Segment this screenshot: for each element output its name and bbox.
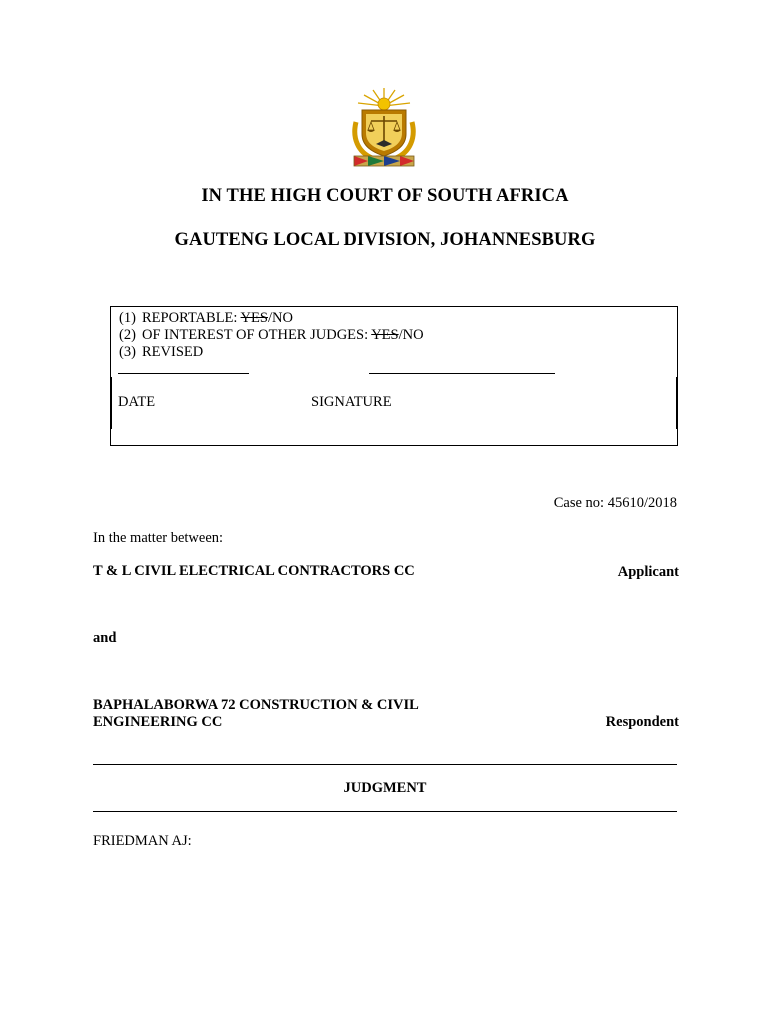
signature-rule: [369, 373, 555, 374]
interest-item: [119, 327, 424, 344]
applicant-role: Applicant: [617, 564, 679, 580]
item-number: (2): [119, 327, 136, 343]
divider-top: [93, 764, 677, 765]
reportable-item: [119, 310, 293, 327]
struck-yes: YES: [371, 327, 399, 343]
box-edge-right: [676, 377, 678, 429]
divider-bottom: [93, 811, 677, 812]
court-division: GAUTENG LOCAL DIVISION, JOHANNESBURG: [174, 230, 596, 250]
respondent-name-line1: BAPHALABORWA 72 CONSTRUCTION & CIVIL: [93, 697, 419, 713]
reportable-box: [110, 306, 678, 446]
revised-item: [119, 344, 203, 361]
item-label: REVISED: [142, 344, 204, 360]
conjunction-and: and: [93, 630, 117, 646]
item-label: REPORTABLE:: [142, 310, 241, 326]
matter-between: In the matter between:: [93, 530, 224, 546]
date-label: DATE: [118, 394, 156, 410]
respondent-name-line2: ENGINEERING CC: [93, 714, 223, 730]
box-edge-left: [110, 377, 112, 429]
item-label: OF INTEREST OF OTHER JUDGES:: [142, 327, 372, 343]
case-number: Case no: 45610/2018: [553, 495, 677, 511]
date-rule: [118, 373, 249, 374]
item-number: (3): [119, 344, 136, 360]
court-title: IN THE HIGH COURT OF SOUTH AFRICA: [201, 186, 569, 206]
item-no: /NO: [398, 327, 424, 343]
respondent-role: Respondent: [605, 714, 679, 730]
signature-label: SIGNATURE: [311, 394, 392, 410]
coat-of-arms-icon: [346, 86, 422, 168]
struck-yes: YES: [240, 310, 268, 326]
judge-name: FRIEDMAN AJ:: [93, 833, 192, 849]
item-no: /NO: [267, 310, 293, 326]
respondent-name: [93, 697, 419, 731]
judgment-heading: JUDGMENT: [343, 780, 427, 796]
item-number: (1): [119, 310, 136, 326]
applicant-name: T & L CIVIL ELECTRICAL CONTRACTORS CC: [93, 563, 415, 579]
